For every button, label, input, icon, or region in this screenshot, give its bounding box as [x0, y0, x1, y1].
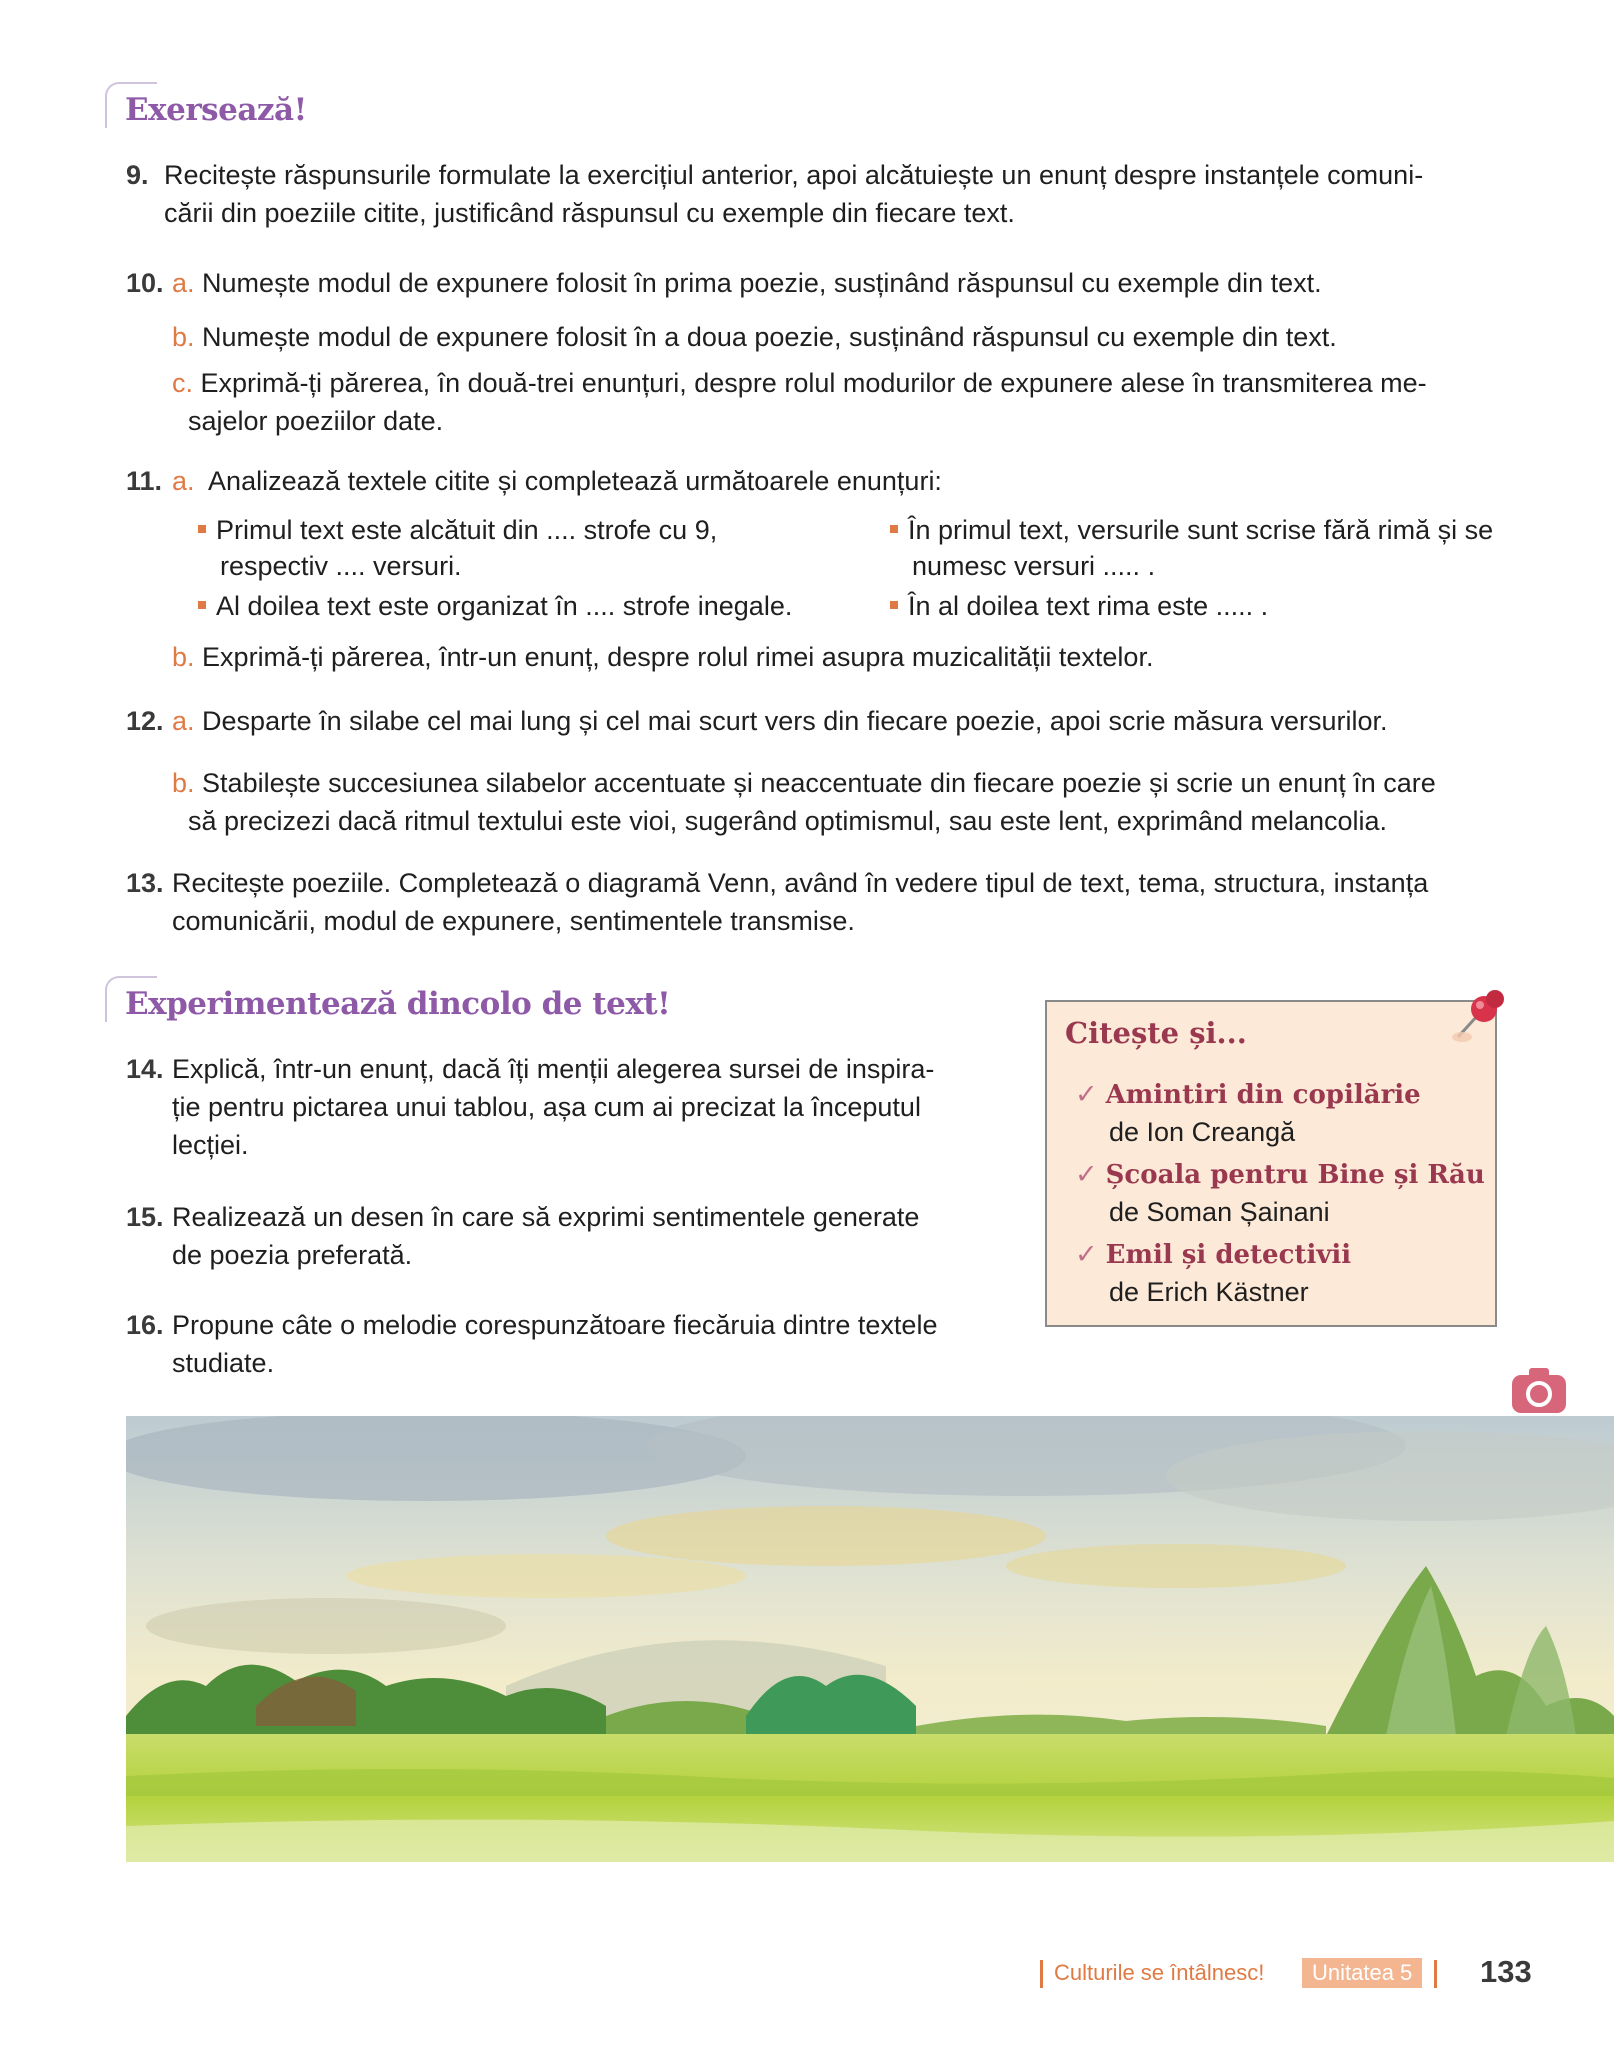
exercise-number: 16. — [126, 1310, 164, 1340]
sub-letter: a. — [172, 706, 195, 736]
book-author: de Soman Șainani — [1109, 1197, 1330, 1227]
sub-text: Numește modul de expunere folosit în prima poezie, susținând răspunsul cu exemple din text. — [202, 268, 1322, 298]
camera-icon — [1510, 1365, 1568, 1415]
sub-letter: b. — [172, 768, 195, 798]
reading-recommendation-box — [1045, 1000, 1497, 1327]
exercise-text-line: lecției. — [172, 1130, 249, 1160]
list-item-cont: numesc versuri ..... . — [912, 551, 1156, 581]
exercise-text-line: Explică, într-un enunț, dacă îți menții alegerea sursei de inspira- — [172, 1054, 935, 1084]
footer-divider — [1040, 1960, 1043, 1988]
bullet-square-icon — [198, 525, 206, 533]
sub-text: sajelor poeziilor date. — [188, 406, 444, 436]
page-number: 133 — [1480, 1954, 1532, 1989]
book-author: de Erich Kästner — [1109, 1277, 1309, 1307]
sub-letter: b. — [172, 322, 195, 352]
list-item-cont: respectiv .... versuri. — [220, 551, 462, 581]
sub-letter: a. — [172, 466, 195, 496]
bullet-square-icon — [198, 601, 206, 609]
reading-list-item — [1075, 1156, 1485, 1231]
exercise-number: 11. — [126, 466, 163, 496]
bullet-square-icon — [890, 525, 898, 533]
pushpin-icon — [1440, 985, 1510, 1055]
exercise-12b — [172, 764, 1522, 840]
exercise-text-line: Recitește răspunsurile formulate la exercițiul anterior, apoi alcătuiește un enunț despre instanțele comuni- — [164, 160, 1424, 190]
checkmark-icon: ✓ — [1075, 1239, 1098, 1269]
exercise-text-line: de poezia preferată. — [172, 1240, 413, 1270]
exercise-text-line: Realizează un desen în care să exprimi sentimentele generate — [172, 1202, 920, 1232]
sub-text: Stabilește succesiunea silabelor accentuate și neaccentuate din fiecare poezie și scrie un enunț în care — [202, 768, 1436, 798]
unit-name: Culturile se întâlnesc! — [1054, 1960, 1265, 1985]
exercise-number: 14. — [126, 1054, 164, 1084]
book-author: de Ion Creangă — [1109, 1117, 1296, 1147]
sub-letter: c. — [172, 368, 194, 398]
exercise-10c — [172, 364, 1522, 440]
reading-list-item — [1075, 1236, 1351, 1311]
section-title: Experimentează dincolo de text! — [125, 986, 671, 1022]
sub-text: Exprimă-ți părerea, în două-trei enunțuri, despre rolul modurilor de expunere alese în transmiterea me- — [200, 368, 1427, 398]
list-item: Al doilea text este organizat în .... strofe inegale. — [198, 588, 858, 624]
reading-list-item — [1075, 1076, 1421, 1151]
exercise-number: 12. — [126, 706, 164, 736]
watercolor-landscape-image — [126, 1416, 1614, 1862]
exercise-10a — [172, 264, 1322, 302]
list-item: În al doilea text rima este ..... . — [890, 588, 1530, 624]
bullet-square-icon — [890, 601, 898, 609]
sub-text: Numește modul de expunere folosit în a doua poezie, susținând răspunsul cu exemple din text. — [202, 322, 1337, 352]
sub-letter: b. — [172, 642, 195, 672]
exercise-text-line: cării din poeziile citite, justificând răspunsul cu exemple din fiecare text. — [164, 198, 1015, 228]
exercise-10b — [172, 318, 1522, 356]
checkmark-icon: ✓ — [1075, 1159, 1098, 1189]
sub-text: să precizezi dacă ritmul textului este vioi, sugerând optimismul, sau este lent, exprimând melancolia. — [188, 806, 1388, 836]
exercise-11b — [172, 638, 1522, 676]
checkmark-icon: ✓ — [1075, 1079, 1098, 1109]
exercise-text-line: comunicării, modul de expunere, sentimentele transmise. — [172, 906, 855, 936]
section-title: Exersează! — [125, 92, 307, 128]
exercise-text-line: ție pentru pictarea unui tablou, așa cum ai precizat la începutul — [172, 1092, 921, 1122]
sub-text: Desparte în silabe cel mai lung și cel mai scurt vers din fiecare poezie, apoi scrie măsura versurilor. — [202, 706, 1388, 736]
sub-text: Analizează textele citite și completează următoarele enunțuri: — [208, 466, 942, 496]
sub-text: Exprimă-ți părerea, într-un enunț, despre rolul rimei asupra muzicalității textelor. — [202, 642, 1154, 672]
bullet-list-left — [198, 512, 858, 624]
sub-letter: a. — [172, 268, 195, 298]
reading-box-title: Citește și... — [1065, 1016, 1247, 1050]
book-title: Emil și detectivii — [1105, 1240, 1352, 1270]
exercise-number: 13. — [126, 868, 164, 898]
exercise-number: 9. — [126, 160, 149, 190]
footer-divider — [1434, 1960, 1437, 1988]
unit-tag: Unitatea 5 — [1302, 1958, 1422, 1988]
exercise-number: 15. — [126, 1202, 164, 1232]
bullet-list-right — [890, 512, 1530, 624]
list-item: Primul text este alcătuit din .... strofe cu 9, — [198, 512, 858, 548]
book-title: Școala pentru Bine și Rău — [1105, 1160, 1485, 1190]
exercise-number: 10. — [126, 268, 164, 298]
exercise-text-line: Propune câte o melodie corespunzătoare fiecăruia dintre textele — [172, 1310, 938, 1340]
list-item: În primul text, versurile sunt scrise fără rimă și se — [890, 512, 1530, 548]
exercise-text-line: studiate. — [172, 1348, 275, 1378]
book-title: Amintiri din copilărie — [1105, 1080, 1421, 1110]
exercise-text-line: Recitește poeziile. Completează o diagramă Venn, având în vedere tipul de text, tema, structura, instanța — [172, 868, 1429, 898]
